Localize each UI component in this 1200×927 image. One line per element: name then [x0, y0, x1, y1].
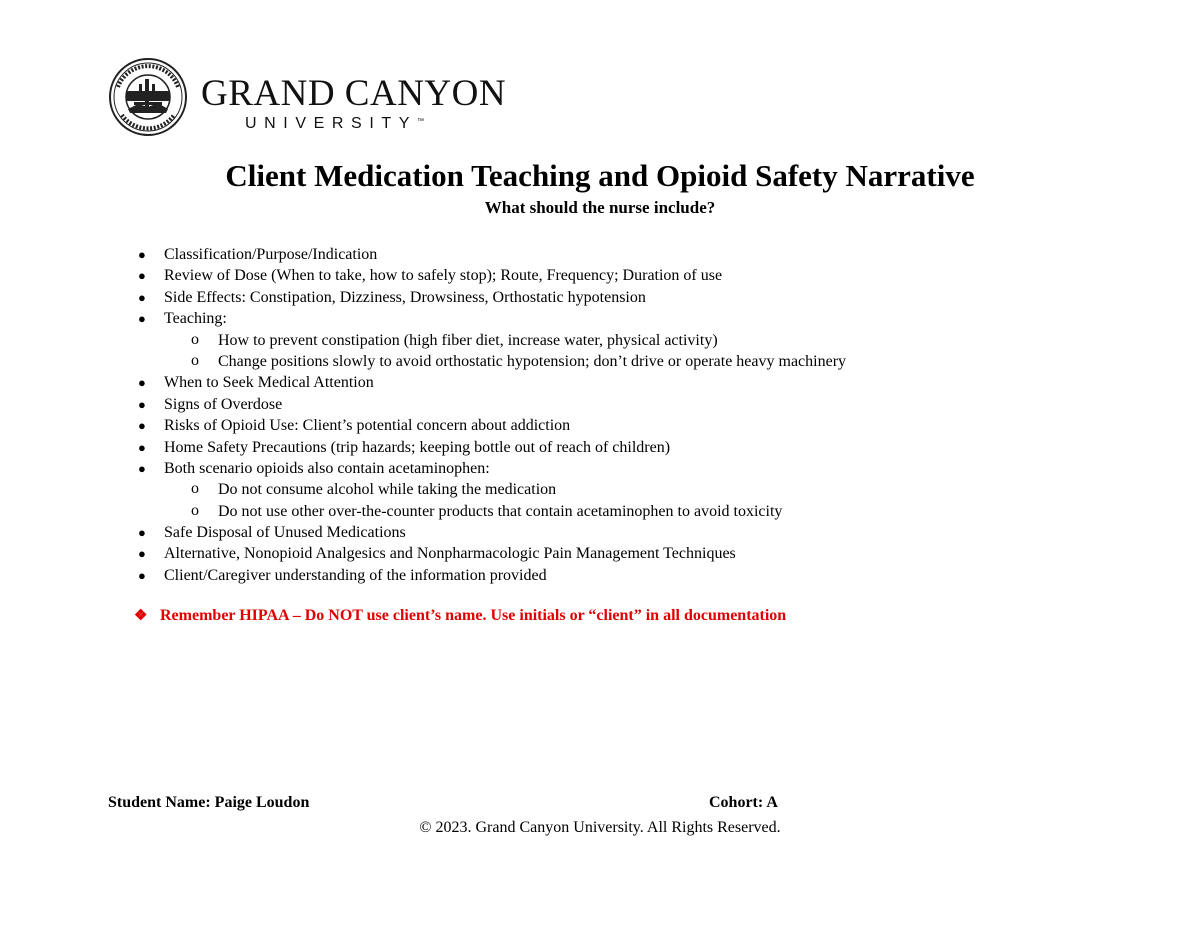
- bullet-icon: ●: [138, 439, 146, 455]
- list-item: [134, 244, 1084, 265]
- list-item-text: Do not consume alcohol while taking the medication: [218, 481, 557, 499]
- list-item: [134, 308, 1084, 329]
- student-name: Student Name: Paige Loudon: [108, 794, 310, 811]
- list-item: [134, 372, 1084, 393]
- logo-wordmark-line1: GRAND CANYON: [201, 73, 507, 114]
- page-subtitle: What should the nurse include?: [484, 198, 716, 217]
- sub-list-item: [134, 479, 1084, 500]
- list-item: [134, 437, 1084, 458]
- cohort: Cohort: A: [709, 794, 778, 811]
- bullet-icon: ●: [138, 311, 146, 327]
- list-item: [134, 265, 1084, 286]
- list-item: [134, 543, 1084, 564]
- gcu-logo: [108, 57, 508, 137]
- logo-wordmark-university: UNIVERSITY: [245, 115, 418, 132]
- list-item-text: Home Safety Precautions (trip hazards; keeping bottle out of reach of children): [164, 438, 671, 456]
- sub-bullet-icon: o: [191, 351, 199, 369]
- list-item-text: Teaching:: [164, 310, 227, 328]
- list-item-text: Side Effects: Constipation, Dizziness, Drowsiness, Orthostatic hypotension: [164, 288, 646, 306]
- list-item-text: Alternative, Nonopioid Analgesics and Nonpharmacologic Pain Management Techniques: [164, 545, 736, 563]
- bullet-icon: ●: [138, 460, 146, 476]
- sub-list-item: [134, 351, 1084, 372]
- teaching-checklist: [134, 244, 1084, 586]
- logo-wordmark-line2: [245, 115, 424, 133]
- copyright-notice: © 2023. Grand Canyon University. All Rights Reserved.: [419, 819, 781, 836]
- hipaa-reminder: [134, 605, 786, 627]
- bullet-icon: ●: [138, 418, 146, 434]
- sub-list-item: [134, 501, 1084, 522]
- bullet-icon: ●: [138, 525, 146, 541]
- bullet-icon: ●: [138, 289, 146, 305]
- list-item-text: Review of Dose (When to take, how to safely stop); Route, Frequency; Duration of use: [164, 267, 723, 285]
- bullet-icon: ●: [138, 268, 146, 284]
- list-item-text: How to prevent constipation (high fiber diet, increase water, physical activity): [218, 331, 718, 349]
- list-item: [134, 458, 1084, 479]
- list-item-text: Client/Caregiver understanding of the information provided: [164, 566, 547, 584]
- bullet-icon: ●: [138, 567, 146, 583]
- sub-bullet-icon: o: [191, 480, 199, 498]
- trademark-symbol: ™: [417, 118, 425, 125]
- list-item-text: When to Seek Medical Attention: [164, 374, 374, 392]
- university-seal-icon: [108, 57, 188, 137]
- list-item: [134, 394, 1084, 415]
- bullet-icon: ●: [138, 396, 146, 412]
- list-item-text: Change positions slowly to avoid orthostatic hypotension; don’t drive or operate heavy machinery: [218, 352, 847, 370]
- list-item: [134, 522, 1084, 543]
- list-item-text: Risks of Opioid Use: Client’s potential concern about addiction: [164, 417, 571, 435]
- sub-bullet-icon: o: [191, 330, 199, 348]
- page-title: Client Medication Teaching and Opioid Safety Narrative: [225, 158, 975, 193]
- list-item: [134, 287, 1084, 308]
- list-item: [134, 565, 1084, 586]
- list-item-text: Do not use other over-the-counter products that contain acetaminophen to avoid toxicity: [218, 502, 783, 520]
- sub-bullet-icon: o: [191, 501, 199, 519]
- sub-list-item: [134, 330, 1084, 351]
- list-item-text: Both scenario opioids also contain acetaminophen:: [164, 459, 490, 477]
- hipaa-reminder-text: Remember HIPAA – Do NOT use client’s name. Use initials or “client” in all documentation: [160, 607, 787, 624]
- list-item: [134, 415, 1084, 436]
- bullet-icon: ●: [138, 247, 146, 262]
- diamond-bullet-icon: ❖: [134, 608, 148, 624]
- list-item-text: Classification/Purpose/Indication: [164, 246, 378, 263]
- bullet-icon: ●: [138, 546, 146, 562]
- list-item-text: Safe Disposal of Unused Medications: [164, 524, 406, 542]
- list-item-text: Signs of Overdose: [164, 395, 283, 413]
- bullet-icon: ●: [138, 375, 146, 391]
